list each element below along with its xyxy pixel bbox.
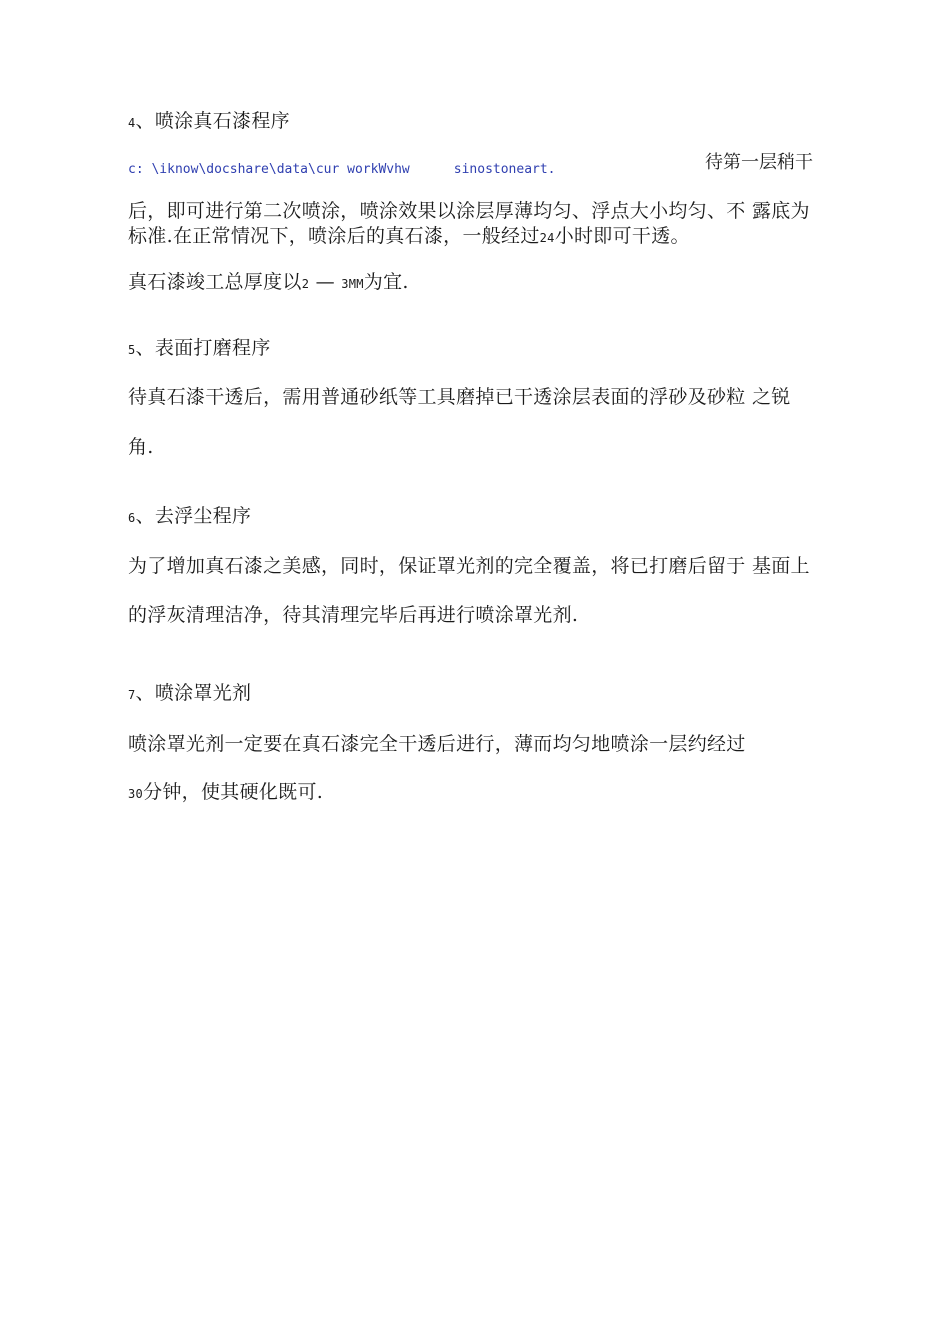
section-6-heading — [128, 505, 251, 529]
section-4-paragraph-line-2 — [128, 225, 690, 249]
section-4-title: 、喷涂真石漆程序 — [135, 110, 290, 132]
section-4-thickness-line — [128, 271, 409, 295]
section-7-heading — [128, 682, 251, 706]
section-7-title: 、喷涂罩光剂 — [135, 682, 252, 704]
section-7-line-1: 喷涂罩光剂一定要在真石漆完全干透后进行，薄而均匀地喷涂一层约经过 — [128, 733, 746, 755]
section-7-minutes: 30 — [128, 787, 144, 801]
section-4-p1-text-a: 标准.在正常情况下，喷涂后的真石漆，一般经过 — [128, 225, 540, 247]
section-4-p1-text-b: 小时即可干透。 — [554, 225, 690, 247]
section-4-number: 4 — [128, 116, 136, 130]
section-5-line-1: 待真石漆干透后，需用普通砂纸等工具磨掉已干透涂层表面的浮砂及砂粒 之锐 — [128, 386, 791, 408]
thickness-text-a: 真石漆竣工总厚度以 — [128, 271, 302, 293]
section-6-number: 6 — [128, 511, 136, 525]
thickness-min: 2 — [301, 277, 310, 291]
section-5-heading — [128, 337, 271, 361]
section-7-line-2 — [128, 781, 323, 805]
thickness-dash: — — [309, 271, 342, 293]
section-6-line-2: 的浮灰清理洁净，待其清理完毕后再进行喷涂罩光剂. — [128, 604, 579, 626]
section-5-number: 5 — [128, 343, 136, 357]
file-path-line — [128, 161, 556, 179]
thickness-text-b: 为宜. — [363, 271, 409, 293]
section-5-title: 、表面打磨程序 — [135, 337, 271, 359]
section-4-heading — [128, 110, 290, 134]
site-link[interactable]: sinostoneart. — [453, 162, 556, 177]
thickness-max: 3MM — [341, 277, 364, 291]
aside-text: 待第一层稍干 — [705, 152, 813, 173]
section-7-number: 7 — [128, 688, 136, 702]
section-6-line-1: 为了增加真石漆之美感，同时，保证罩光剂的完全覆盖，将已打磨后留于 基面上 — [128, 555, 810, 577]
section-7-line-2-text: 分钟，使其硬化既可. — [143, 781, 324, 803]
section-6-title: 、去浮尘程序 — [135, 505, 252, 527]
section-5-line-2: 角. — [128, 436, 154, 458]
file-path-link[interactable]: c: \iknow\docshare\data\cur workWvhw — [128, 162, 410, 177]
section-4-paragraph-line-1: 后，即可进行第二次喷涂，喷涂效果以涂层厚薄均匀、浮点大小均匀、不 露底为 — [128, 200, 810, 222]
section-4-p1-hours: 24 — [539, 231, 555, 245]
